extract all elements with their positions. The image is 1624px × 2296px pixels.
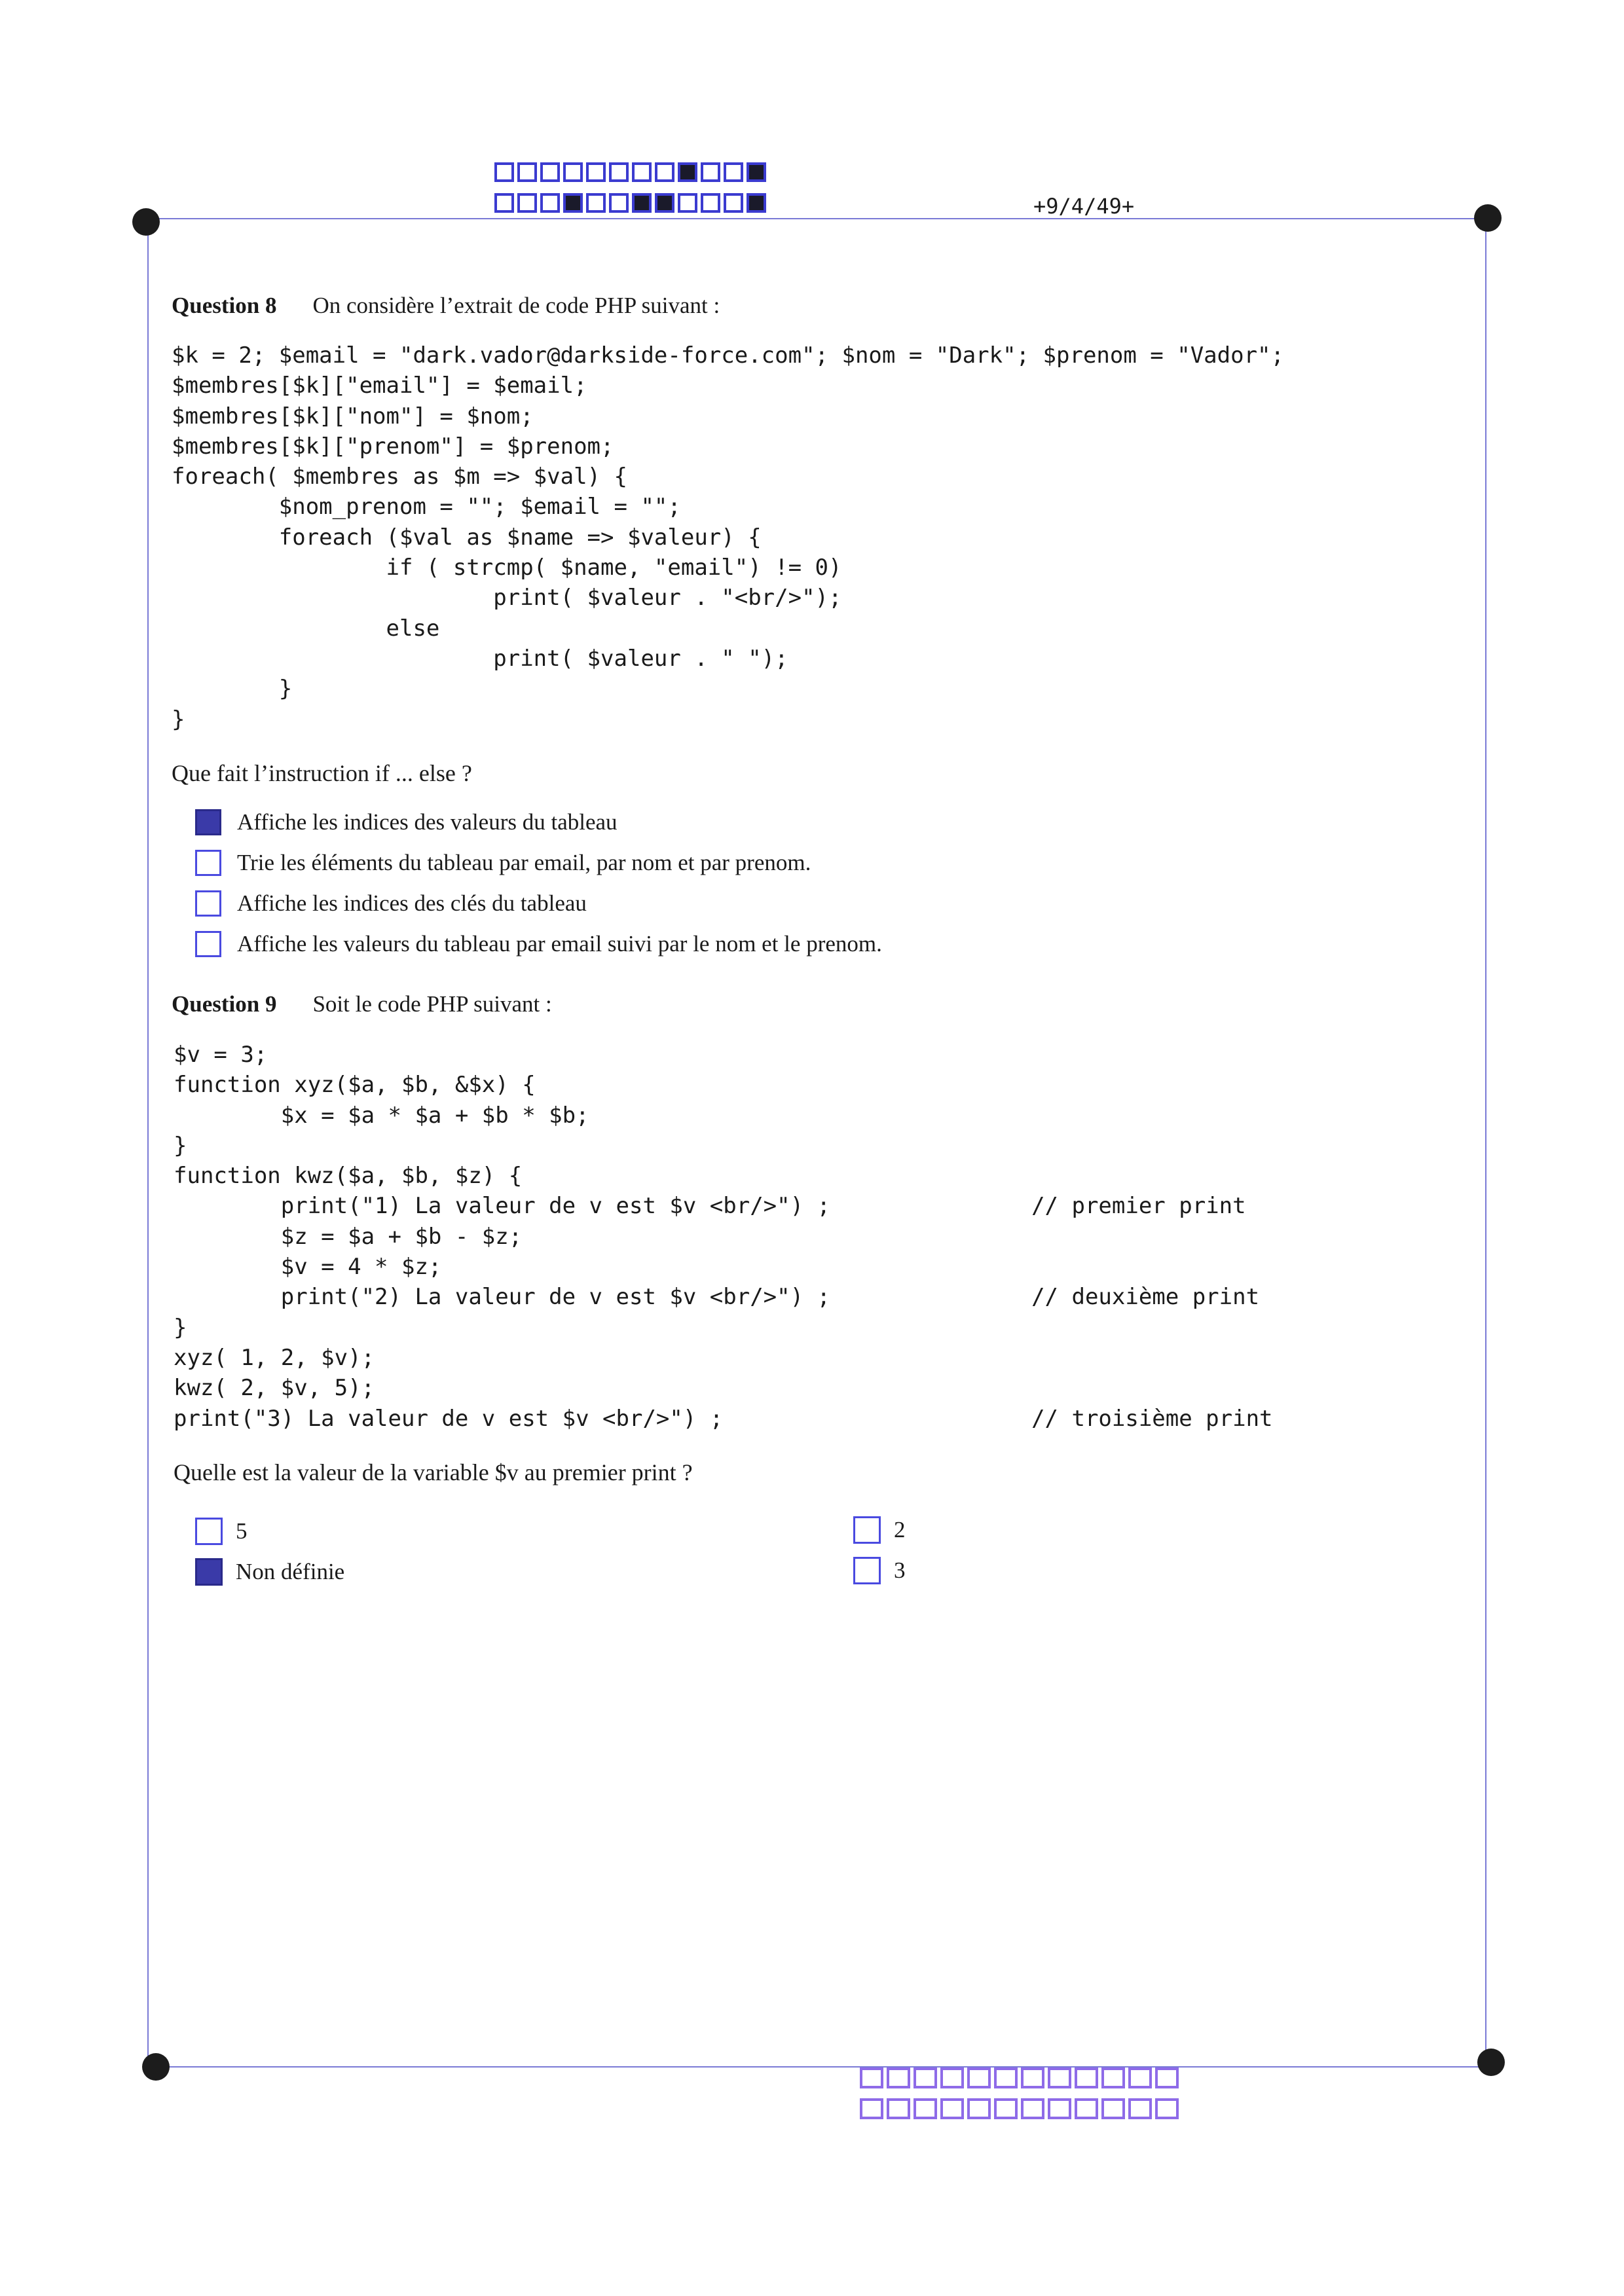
code-line: print("3) La valeur de v est $v <br/>") ; // troisième print <box>174 1405 1273 1432</box>
checkbox[interactable] <box>195 1558 223 1586</box>
checkbox[interactable] <box>853 1557 881 1584</box>
code-line: $membres[$k]["email"] = $email; <box>172 373 587 399</box>
code-line: $nom_prenom = ""; $email = ""; <box>172 494 681 520</box>
checkbox[interactable] <box>195 1518 223 1545</box>
checkbox[interactable] <box>195 809 221 835</box>
bottom-barcode-row-1 <box>860 2068 1179 2088</box>
q9-option-4[interactable] <box>853 1557 906 1584</box>
corner-mark-bottom-left <box>142 2053 170 2081</box>
code-line: if ( strcmp( $name, "email") != 0) <box>172 555 842 581</box>
code-line: $x = $a * $a + $b * $b; <box>174 1102 589 1129</box>
question-8-header <box>172 293 720 319</box>
option-label: Affiche les indices des valeurs du tableau <box>237 809 618 835</box>
q9-option-2[interactable] <box>853 1516 906 1544</box>
code-line: $membres[$k]["nom"] = $nom; <box>172 403 534 429</box>
top-barcode-row-1 <box>494 162 766 182</box>
code-line: } <box>174 1132 187 1159</box>
q8-option-1[interactable] <box>195 809 618 835</box>
q8-option-4[interactable] <box>195 931 882 957</box>
option-label: Affiche les valeurs du tableau par email suivi par le nom et le prenom. <box>237 931 882 957</box>
question-9-prompt: Quelle est la valeur de la variable $v au premier print ? <box>174 1459 693 1485</box>
code-line: foreach ($val as $name => $valeur) { <box>172 524 762 551</box>
code-line: print("2) La valeur de v est $v <br/>") ; // deuxième print <box>174 1284 1260 1311</box>
question-9-header <box>172 991 552 1017</box>
code-line: foreach( $membres as $m => $val) { <box>172 464 627 490</box>
code-line: function kwz($a, $b, $z) { <box>174 1163 523 1190</box>
q8-option-3[interactable] <box>195 890 587 917</box>
option-label: 2 <box>894 1517 906 1542</box>
code-line: } <box>174 1314 187 1341</box>
code-line: else <box>172 615 440 642</box>
question-8-intro: On considère l’extrait de code PHP suivant : <box>312 293 720 318</box>
code-line: $z = $a + $b - $z; <box>174 1223 523 1250</box>
code-line: print( $valeur . "<br/>"); <box>172 585 842 611</box>
code-line: } <box>172 706 185 733</box>
checkbox[interactable] <box>195 931 221 957</box>
question-9-code <box>174 1040 1273 1434</box>
corner-mark-top-left <box>132 208 160 236</box>
option-label: Trie les éléments du tableau par email, par nom et par prenom. <box>237 850 811 875</box>
question-8-code <box>172 340 1284 735</box>
code-line: kwz( 2, $v, 5); <box>174 1375 375 1402</box>
code-line: } <box>172 676 293 702</box>
top-barcode-row-2 <box>494 193 766 213</box>
page-id: +9/4/49+ <box>1033 194 1135 219</box>
question-8-label: Question 8 <box>172 293 277 318</box>
q9-option-1[interactable] <box>195 1518 248 1545</box>
checkbox[interactable] <box>195 850 221 876</box>
code-line: function xyz($a, $b, &$x) { <box>174 1072 536 1099</box>
option-label: 5 <box>236 1518 248 1544</box>
code-line: print( $valeur . " "); <box>172 645 788 672</box>
corner-mark-top-right <box>1474 204 1502 232</box>
code-line: xyz( 1, 2, $v); <box>174 1344 375 1371</box>
question-8-prompt: Que fait l’instruction if ... else ? <box>172 760 472 786</box>
option-label: Affiche les indices des clés du tableau <box>237 890 587 916</box>
code-line: $v = 3; <box>174 1042 268 1068</box>
checkbox[interactable] <box>853 1516 881 1544</box>
code-line: $membres[$k]["prenom"] = $prenom; <box>172 433 614 460</box>
code-line: $k = 2; $email = "dark.vador@darkside-force.com"; $nom = "Dark"; $prenom = "Vador"; <box>172 342 1284 369</box>
option-label: Non définie <box>236 1559 345 1584</box>
checkbox[interactable] <box>195 890 221 917</box>
q9-option-3[interactable] <box>195 1558 344 1586</box>
bottom-barcode-row-2 <box>860 2098 1179 2119</box>
code-line: print("1) La valeur de v est $v <br/>") ; // premier print <box>174 1193 1246 1220</box>
question-9-intro: Soit le code PHP suivant : <box>312 991 552 1017</box>
corner-mark-bottom-right <box>1477 2049 1505 2076</box>
code-line: $v = 4 * $z; <box>174 1254 442 1281</box>
q8-option-2[interactable] <box>195 850 811 876</box>
option-label: 3 <box>894 1558 906 1583</box>
question-9-label: Question 9 <box>172 991 277 1017</box>
